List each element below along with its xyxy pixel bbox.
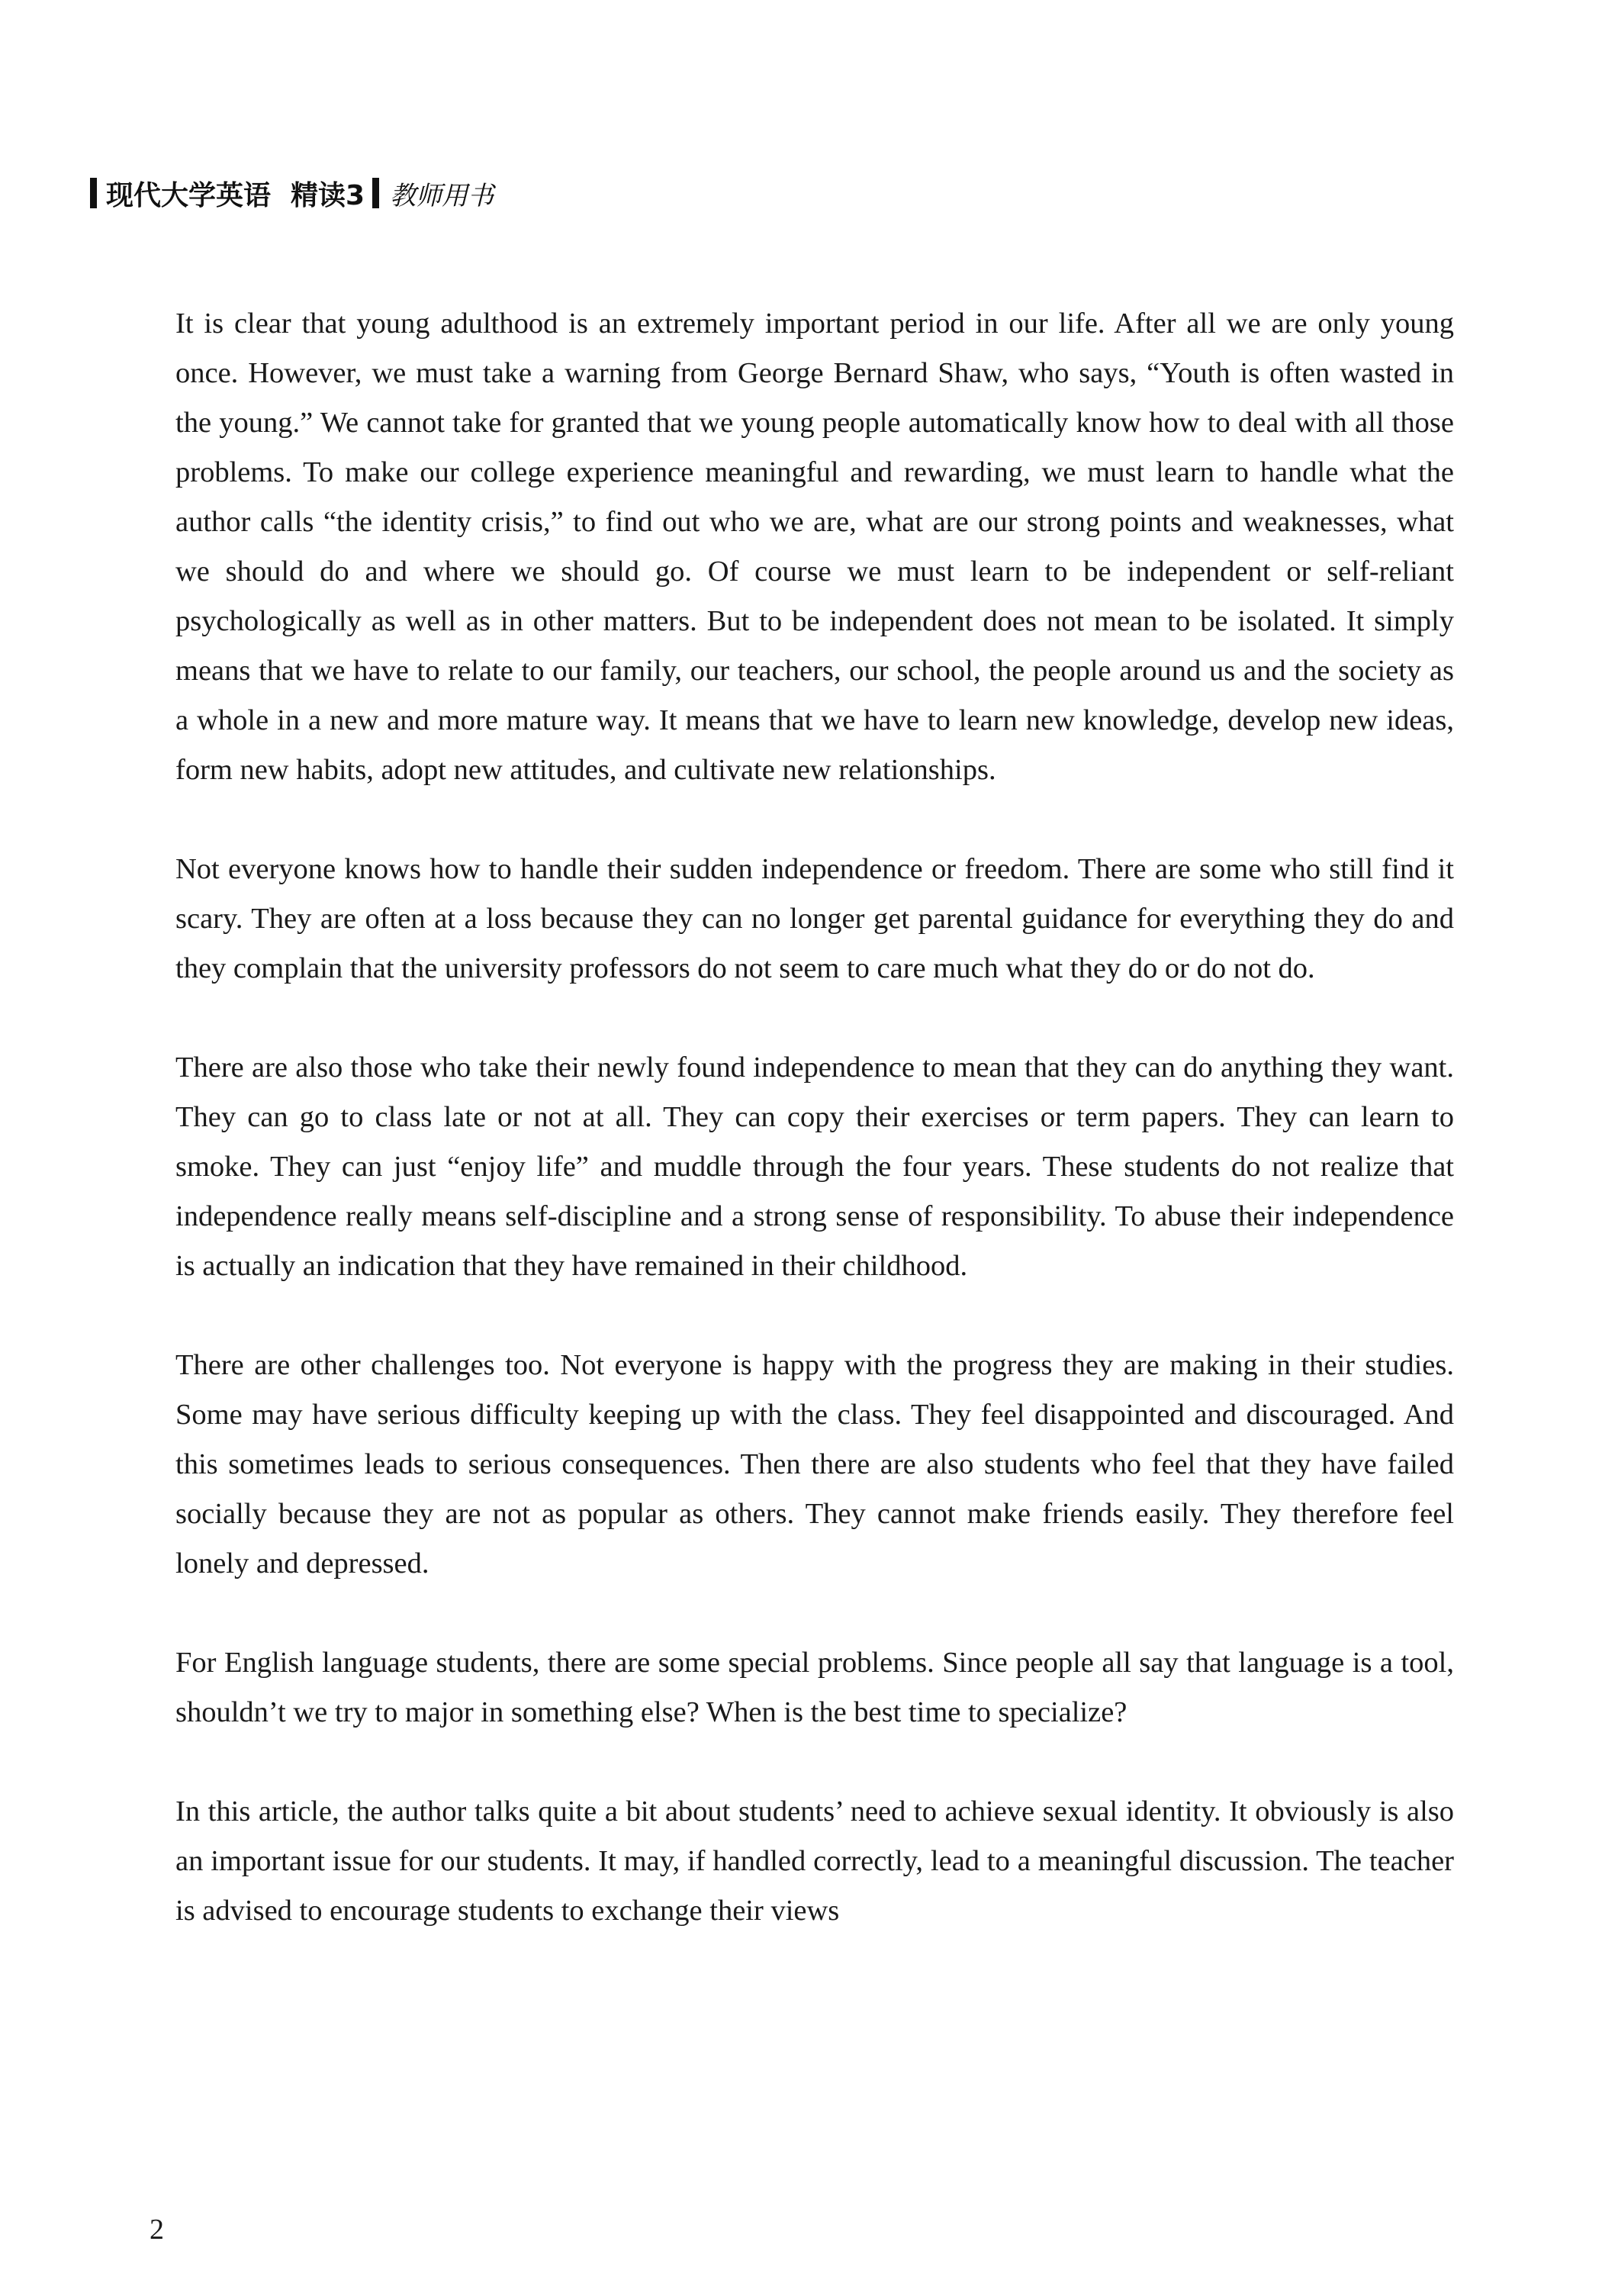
paragraph: It is clear that young adulthood is an extremely important period in our life. After all we are only young once. However, we must take a warning from George Bernard Shaw, who says, “Youth is often wasted in the young.” We cannot take for granted that we young people automatically know how to deal with all those problems. To make our college experience meaningful and rewarding, we must learn to handle what the author calls “the identity crisis,” to find out who we are, what are our strong points and weaknesses, what we should do and where we should go. Of course we must learn to be independent or self-reliant psychologically as well as in other matters. But to be independent does not mean to be isolated. It simply means that we have to relate to our family, our teachers, our school, the people around us and the society as a whole in a new and more mature way. It means that we have to learn new knowledge, develop new ideas, form new habits, adopt new attitudes, and cultivate new relationships. — [175, 308, 1454, 786]
paragraph: In this article, the author talks quite a bit about students’ need to achieve sexual identity. It obviously is also an important issue for our students. It may, if handled correctly, lead to a meaningful discussion. The teacher is advised to encourage students to exchange their views — [175, 1795, 1454, 1927]
header-subtitle: 教师用书 — [390, 180, 494, 211]
paragraph: There are other challenges too. Not everyone is happy with the progress they are making in their studies. Some may have serious difficulty keeping up with the class. They feel disappointed and discouraged. And this sometimes leads to serious consequences. Then there are also students who feel that they have failed socially because they are not as popular as others. They cannot make friends easily. They therefore feel lonely and depressed. — [175, 1349, 1454, 1580]
volume-label: 精读3 — [291, 179, 365, 211]
paragraph: For English language students, there are some special problems. Since people all say that language is a tool, shouldn’t we try to major in something else? When is the best time to specialize? — [175, 1647, 1454, 1728]
header-bar-marker — [372, 178, 379, 208]
book-title: 现代大学英语 — [106, 179, 272, 211]
paragraph: Not everyone knows how to handle their sudden independence or freedom. There are some who still find it scary. They are often at a loss because they can no longer get parental guidance for everything they do and they complain that the university professors do not seem to care much what they do or do not do. — [175, 853, 1454, 984]
paragraph: There are also those who take their newly found independence to mean that they can do anything they want. They can go to class late or not at all. They can copy their exercises or term papers. They can learn to smoke. They can just “enjoy life” and muddle through the four years. These students do not realize that independence really means self-discipline and a strong sense of responsibility. To abuse their independence is actually an indication that they have remained in their childhood. — [175, 1051, 1454, 1282]
header-bar-marker — [90, 178, 97, 208]
running-header — [90, 174, 494, 212]
main-text — [175, 299, 1454, 1936]
page-number: 2 — [150, 2214, 164, 2246]
